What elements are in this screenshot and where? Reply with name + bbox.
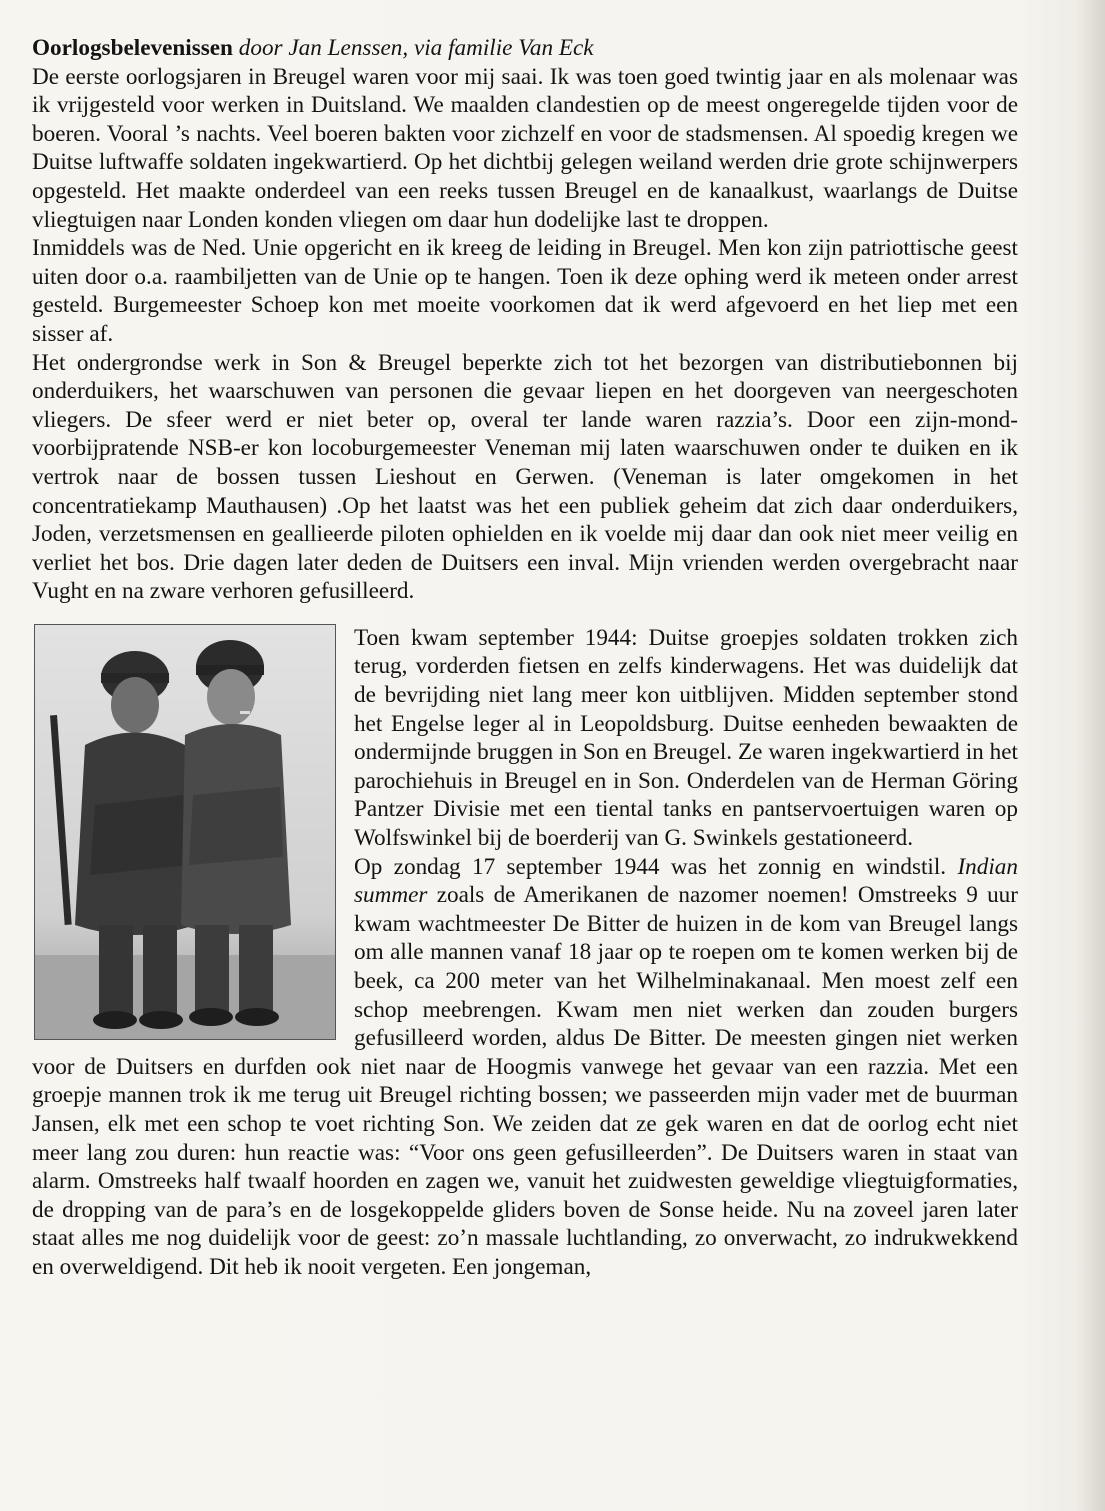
paragraph-4: Toen kwam september 1944: Duitse groepjes soldaten trokken zich terug, vorderden fietsen en zelfs kinderwagens. Het was duidelijk dat de bevrijding niet lang meer kon uitblijven. Midden september stond het Engelse leger al in Leopoldsburg. Duitse eenheden bewaakten de ondermijnde bruggen in Son en Breugel. Ze waren ingekwartierd in het parochiehuis in Breugel en in Son. Onderdelen van de Herman Göring Pantzer Divisie met een tiental tanks en pantservoertuigen waren op Wolfswinkel bij de boerderij van G. Swinkels gestationeerd. — [354, 624, 1018, 852]
article — [32, 34, 1018, 1282]
article-title: Oorlogsbelevenissen — [32, 35, 233, 61]
article-byline: door Jan Lenssen, via familie Van Eck — [238, 35, 594, 61]
article-heading — [32, 34, 1018, 63]
paragraph-1: De eerste oorlogsjaren in Breugel waren voor mij saai. Ik was toen goed twintig jaar en als molenaar was ik vrijgesteld voor werken in Duitsland. We maalden clandestien op de meest ongeregelde tijden voor de boeren. Vooral ’s nachts. Veel boeren bakten voor zichzelf en voor de stadsmensen. Al spoedig kregen we Duitse luftwaffe soldaten ingekwartierd. Op het dichtbij gelegen weiland werden drie grote schijnwerpers opgesteld. Het maakte onderdeel van een reeks tussen Breugel en de kanaalkust, waarlangs de Duitse vliegtuigen naar Londen konden vliegen om daar hun dodelijke last te droppen. — [32, 63, 1018, 233]
page-edge-shadow — [1075, 0, 1105, 1511]
paragraph-5-lead: Op zondag 17 september 1944 was het zonnig en windstil. — [354, 853, 947, 880]
paragraph-2: Inmiddels was de Ned. Unie opgericht en ik kreeg de leiding in Breugel. Men kon zijn patriottische geest uiten door o.a. raambiljetten van de Unie op te hangen. Toen ik deze ophing werd ik meteen onder arrest gesteld. Burgemeester Schoep kon met moeite voorkomen dat ik werd afgevoerd en het liep met een sisser af. — [32, 235, 1018, 347]
soldiers-photo-image — [35, 625, 335, 1039]
soldiers-photo — [34, 624, 336, 1040]
paragraph-5-italic: Indian summer — [354, 853, 1018, 909]
paragraph-3: Het ondergrondse werk in Son & Breugel beperkte zich tot het bezorgen van distributiebonnen bij onderduikers, het waarschuwen van personen die gevaar liepen en het doorgeven van neergeschoten vliegers. De sfeer werd er niet beter op, overal ter lande waren razzia’s. Door een zijn-mond-voorbijpratende NSB-er kon locoburgemeester Veneman mij laten waarschuwen onder te duiken en ik vertrok naar de bossen tussen Lieshout en Gerwen. (Veneman is later omgekomen in het concentratiekamp Mauthausen) .Op het laatst was het een publiek geheim dat zich daar onderduikers, Joden, verzetsmensen en geallieerde piloten ophielden en ik voelde mij daar dan ook niet meer veilig en verliet het bos. Drie dagen later deden de Duitsers een inval. Mijn vrienden werden overgebracht naar Vught en na zware verhoren gefusilleerd. — [32, 349, 1018, 605]
paragraph-5-rest: zoals de Amerikanen de nazomer noemen! Omstreeks 9 uur kwam wachtmeester De Bitter de huizen in de kom van Breugel langs om alle mannen vanaf 18 jaar op te roepen om te komen werken bij de beek, ca 200 meter van het Wilhelminakanaal. Men moest zelf een schop meebrengen. Kwam men niet werken dan zouden burgers gefusilleerd worden, aldus De Bitter. De meesten gingen niet werken voor de Duitsers en durfden ook niet naar de Hoogmis vanwege het gevaar van een razzia. Met een groepje mannen trok ik me terug uit Breugel richting bossen; we passeerden mijn vader met de buurman Jansen, elk met een schop te voet richting Son. We zeiden dat ze gek waren en dat de oorlog echt niet meer lang zou duren: hun reactie was: “Voor ons geen gefusilleerden”. De Duitsers waren in staat van alarm. Omstreeks half twaalf hoorden en zagen we, vanuit het zuidwesten geweldige vliegtuigformaties, de dropping van de para’s en de losgekoppelde gliders boven de Sonse heide. Nu na zoveel jaren later staat alles me nog duidelijk voor de geest: zo’n massale luchtlanding, zo onverwacht, zo indrukwekkend en overweldigend. Dit heb ik nooit vergeten. Een jongeman, — [32, 882, 1018, 1280]
